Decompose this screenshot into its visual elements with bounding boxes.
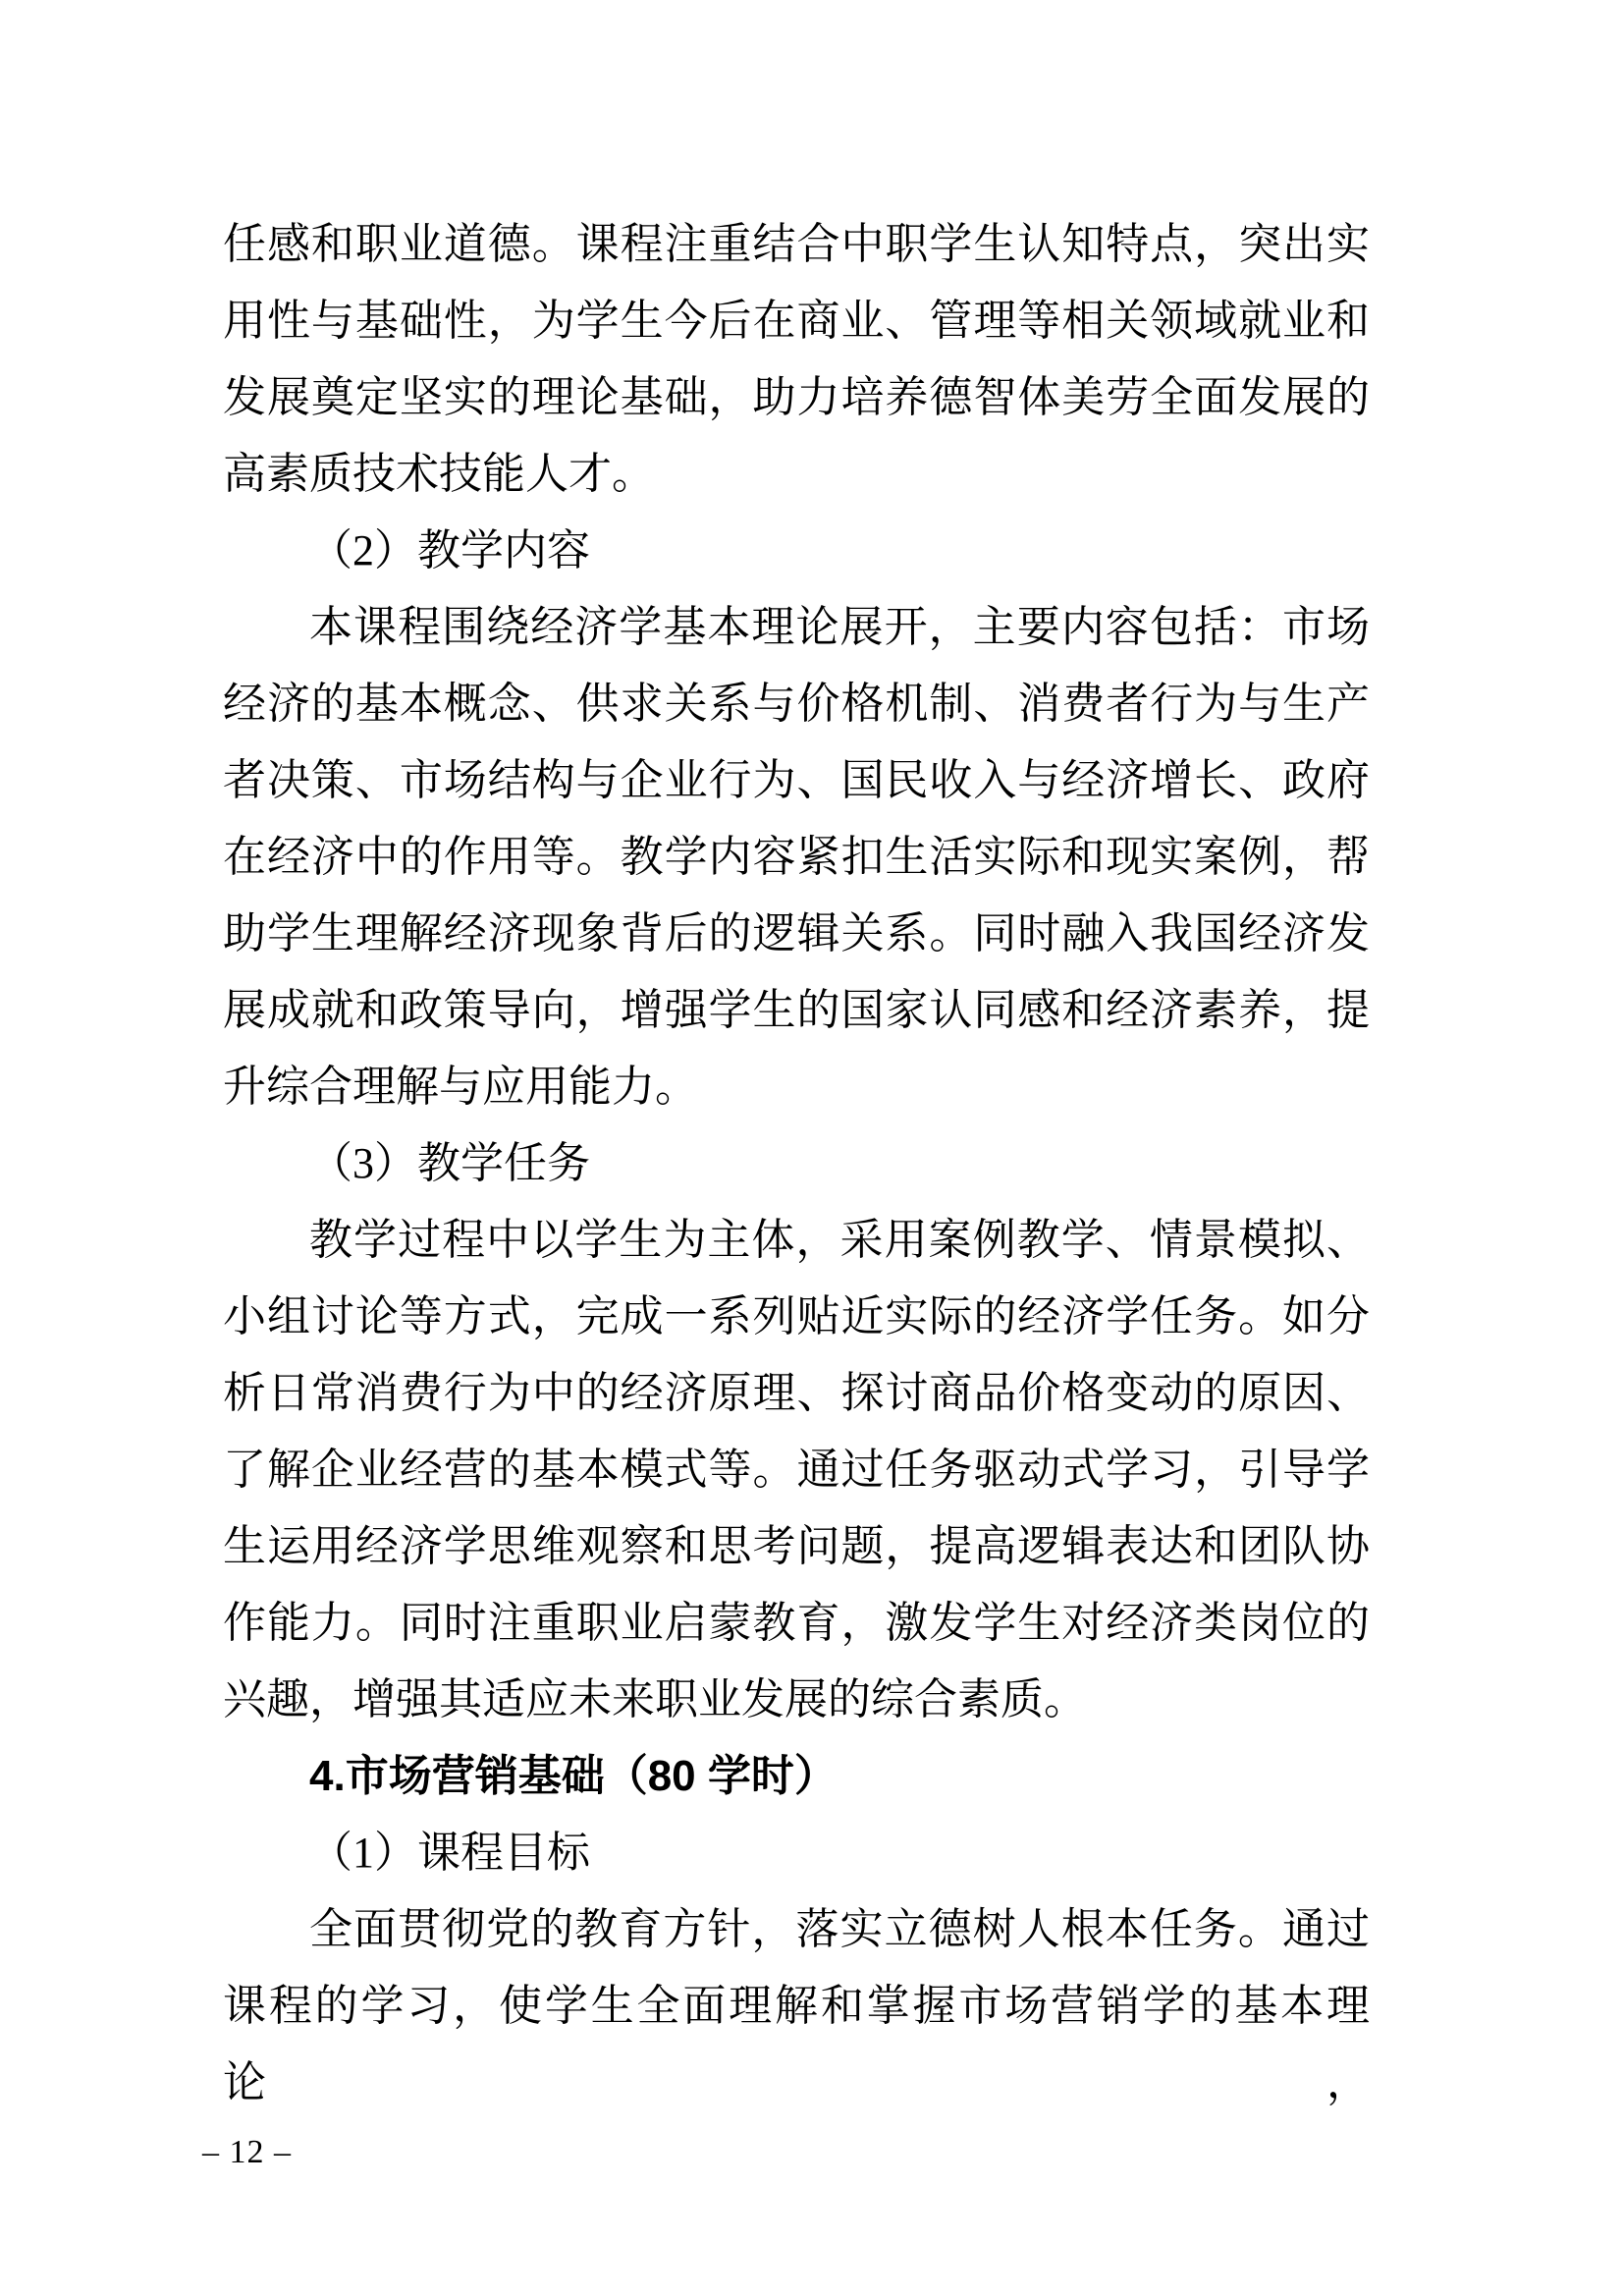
text-line: 助学生理解经济现象背后的逻辑关系。同时融入我国经济发 xyxy=(223,909,1370,957)
text-line: 本课程围绕经济学基本理论展开，主要内容包括：市场 xyxy=(309,603,1370,651)
text-line: 在经济中的作用等。教学内容紧扣生活实际和现实案例，帮 xyxy=(223,833,1370,881)
text-line: 兴趣，增强其适应未来职业发展的综合素质。 xyxy=(223,1675,1087,1723)
text-line: 任感和职业道德。课程注重结合中职学生认知特点，突出实 xyxy=(223,220,1370,268)
text-line: 者决策、市场结构与企业行为、国民收入与经济增长、政府 xyxy=(223,756,1370,804)
text-line: 作能力。同时注重职业启蒙教育，激发学生对经济类岗位的 xyxy=(223,1599,1370,1647)
text-line: 经济的基本概念、供求关系与价格机制、消费者行为与生产 xyxy=(223,680,1370,728)
text-line: 小组讨论等方式，完成一系列贴近实际的经济学任务。如分 xyxy=(223,1292,1370,1340)
text-line: 升综合理解与应用能力。 xyxy=(223,1063,698,1111)
page-number: – 12 – xyxy=(202,2134,292,2170)
text-line: 全面贯彻党的教育方针，落实立德树人根本任务。通过 xyxy=(309,1905,1370,1953)
text-line: 展成就和政策导向，增强学生的国家认同感和经济素养，提 xyxy=(223,986,1370,1034)
section-heading-teaching-content: （2）教学内容 xyxy=(309,526,590,574)
text-line: 了解企业经营的基本模式等。通过任务驱动式学习，引导学 xyxy=(223,1446,1370,1494)
text-line: 课程的学习，使学生全面理解和掌握市场营销学的基本理论， xyxy=(223,1982,1370,2106)
section-heading-course-goal: （1）课程目标 xyxy=(309,1829,590,1877)
text-line: 生运用经济学思维观察和思考问题，提高逻辑表达和团队协 xyxy=(223,1522,1370,1570)
section-heading-teaching-tasks: （3）教学任务 xyxy=(309,1139,590,1187)
text-line: 教学过程中以学生为主体，采用案例教学、情景模拟、 xyxy=(309,1216,1370,1264)
document-body-text xyxy=(223,206,1370,2106)
text-line: 析日常消费行为中的经济原理、探讨商品价格变动的原因、 xyxy=(223,1369,1370,1417)
text-line: 高素质技术技能人才。 xyxy=(223,450,655,498)
text-line: 发展奠定坚实的理论基础，助力培养德智体美劳全面发展的 xyxy=(223,373,1370,421)
section-heading-course-marketing: 4.市场营销基础（80 学时） xyxy=(309,1752,838,1800)
text-line: 用性与基础性，为学生今后在商业、管理等相关领域就业和 xyxy=(223,297,1370,345)
